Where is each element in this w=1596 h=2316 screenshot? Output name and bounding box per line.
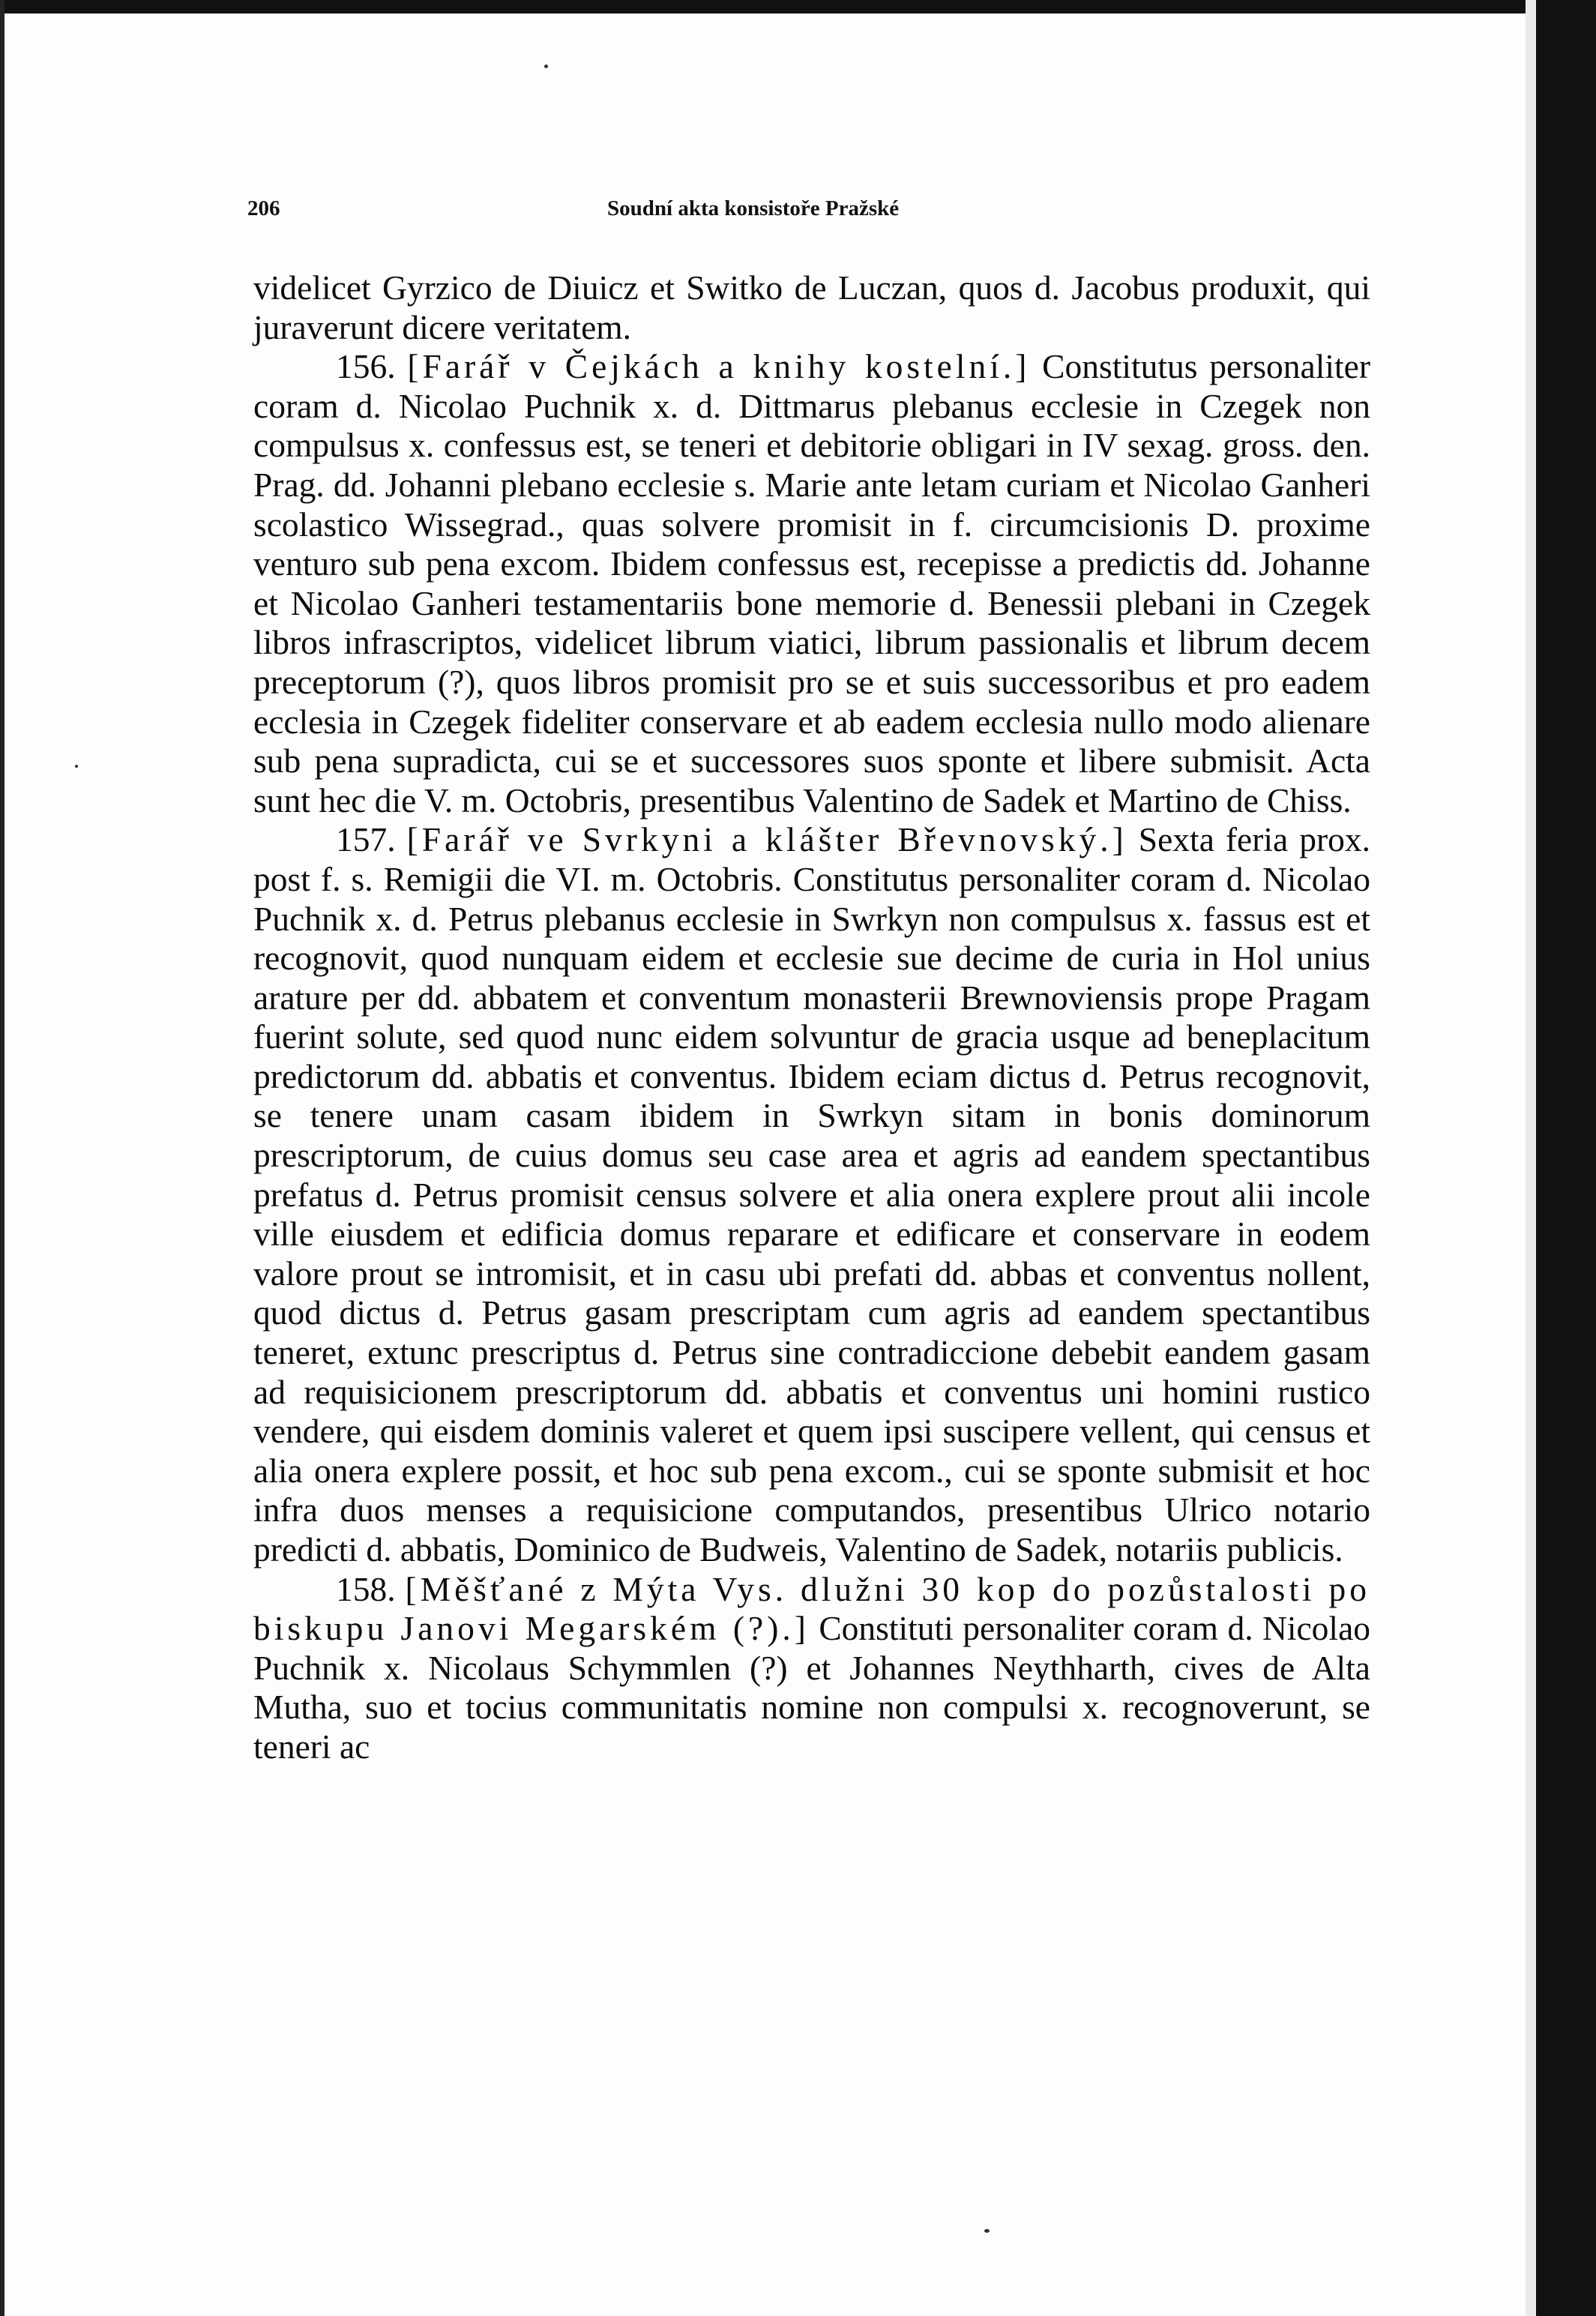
paragraph-text: videlicet Gyrzico de Diuicz et Switko de Luczan, quos d. Jacobus produxit, qui juraverunt dicere veritatem.: [253, 268, 1370, 346]
scan-left-edge: [0, 0, 4, 2316]
entry-title: [Měšťané z Mýta Vys. dlužni 30 kop do pozůstalosti po biskupu Janovi Megarském (?).]: [253, 1569, 1370, 1648]
entry-156: [253, 347, 1370, 820]
page-header: [247, 196, 1372, 226]
paragraph-continuation: [253, 268, 1370, 347]
entry-158: [253, 1570, 1370, 1767]
page-number: 206: [247, 196, 280, 220]
entry-number: 157.: [336, 820, 396, 859]
entry-text: Constitutus personaliter coram d. Nicolao Puchnik x. d. Dittmarus plebanus ecclesie in Czegek non compulsus x. confessus est, se teneri et debitorie obligari in IV sexag. gross. den. Prag. dd. Johanni plebano ecclesie s. Marie ante letam curiam et Nicolao Ganheri scolastico Wissegrad., quas solvere promisit in f. circumcisionis D. proxime venturo sub pena excom. Ibidem confessus est, recepisse a predictis dd. Johanne et Nicolao Ganheri testamentariis bone memorie d. Benessii plebani in Czegek libros infrascriptos, videlicet librum viatici, librum passionalis et librum decem preceptorum (?), quos libros promisit pro se et suis successoribus et pro eadem ecclesia in Czegek fideliter conservare et ab eadem ecclesia nullo modo alienare sub pena supradicta, cui se et successores suos sponte et libere submisit. Acta sunt hec die V. m. Octobris, presentibus Valentino de Sadek et Martino de Chiss.: [253, 347, 1370, 819]
entry-157: [253, 820, 1370, 1569]
running-title: Soudní akta konsistoře Pražské: [607, 196, 900, 220]
scan-speck: [75, 765, 78, 768]
entry-title: [Farář ve Svrkyni a klášter Břevnovský.]: [406, 820, 1127, 859]
entry-number: 156.: [336, 347, 396, 386]
entry-text: Constituti personaliter coram d. Nicolao Puchnik x. Nicolaus Schymmlen (?) et Johannes Neythharth, cives de Alta Mutha, suo et tocius communitatis nomine non compulsi x. recognoverunt, se teneri ac: [253, 1609, 1371, 1766]
scan-speck: [544, 64, 548, 68]
scan-right-gutter: [1526, 0, 1536, 2316]
scan-right-border: [1536, 0, 1596, 2316]
scan-speck: [984, 2229, 990, 2233]
document-body: [253, 268, 1370, 1767]
scan-top-border: [0, 0, 1596, 13]
entry-text: Sexta feria prox. post f. s. Remigii die VI. m. Octobris. Constitutus personaliter coram d. Nicolao Puchnik x. d. Petrus plebanus ecclesie in Swrkyn non compulsus x. fassus est et recognovit, quod nunquam eidem et ecclesie sue decime de curia in Hol unius arature per dd. abbatem et conventum monasterii Brewnoviensis prope Pragam fuerint solute, sed quod nunc eidem solvuntur de gracia usque ad beneplacitum predictorum dd. abbatis et conventus. Ibidem eciam dictus d. Petrus recognovit, se tenere unam casam ibidem in Swrkyn sitam in bonis dominorum prescriptorum, de cuius domus seu case area et agris ad eandem spectantibus prefatus d. Petrus promisit census solvere et alia onera explere prout alii incole ville eiusdem et edificia domus reparare et edificare et conservare in eodem valore prout se intromisit, et in casu ubi prefati dd. abbas et conventus nollent, quod dictus d. Petrus gasam prescriptam cum agris ad eandem spectantibus teneret, extunc prescriptus d. Petrus sine contradiccione debebit eandem gasam ad requisicionem prescriptorum dd. abbatis et conventus uni homini rustico vendere, qui eisdem dominis valeret et quem ipsi suscipere vellent, qui census et alia onera explere possit, et hoc sub pena excom., cui se sponte submisit et hoc infra duos menses a requisicione computandos, presentibus Ulrico notario predicti d. abbatis, Dominico de Budweis, Valentino de Sadek, notariis publicis.: [253, 820, 1371, 1568]
entry-number: 158.: [336, 1569, 396, 1608]
entry-title: [Farář v Čejkách a knihy kostelní.]: [407, 347, 1031, 386]
